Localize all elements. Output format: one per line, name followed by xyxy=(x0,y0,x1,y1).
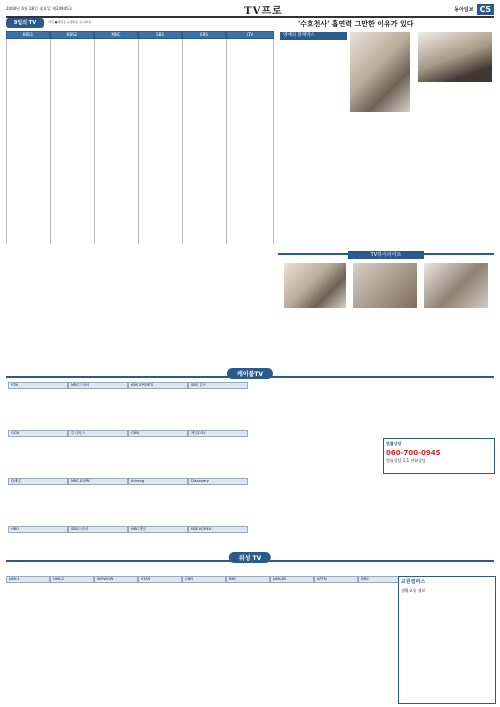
schedule-column xyxy=(94,39,139,244)
channel-kbs2: KBS2 xyxy=(50,31,94,39)
cable-channel: KBS SPORTS xyxy=(128,382,188,389)
cable-channel: Arirang xyxy=(128,478,188,485)
ad-text: 법률상담 1:1 전화상담 xyxy=(386,458,426,463)
cable-channel: YTN xyxy=(8,382,68,389)
feature-title: '수호천사' 흡연력 그만한 이유가 있다 xyxy=(298,19,414,28)
feature-kicker: 영예의 블랙박스 xyxy=(280,32,347,40)
cable-channel: 채널CGV xyxy=(188,430,248,437)
satellite-tv-section xyxy=(6,555,494,581)
highlight-photo xyxy=(424,263,488,308)
section-title: TV프로 xyxy=(244,5,283,17)
channel-mbc: MBC xyxy=(94,31,138,39)
today-tv-badge: 9일의 TV xyxy=(6,18,44,28)
schedule-column xyxy=(182,39,227,244)
cable-channel: KBS KOREA xyxy=(188,526,248,533)
schedule-column xyxy=(138,39,183,244)
page-header xyxy=(6,2,494,18)
tv-highlight-section xyxy=(278,252,494,258)
cable-channel: 투니버스 xyxy=(68,430,128,437)
phone-ad xyxy=(383,438,495,474)
satellite-channel: CNN xyxy=(182,576,226,583)
schedule-legend: 자막 ●재방송 ◎생방송 ⓗ고화질 xyxy=(48,20,91,24)
feature-photo xyxy=(418,32,492,82)
cable-tv-badge: 케이블TV xyxy=(227,368,273,379)
schedule-column xyxy=(226,39,274,244)
cable-channel: Discovery xyxy=(188,478,248,485)
satellite-channel: STAR xyxy=(138,576,182,583)
satellite-channel: NHK-BS xyxy=(270,576,314,583)
ad-name: 법률상담 xyxy=(386,441,402,446)
newspaper-name: 동아일보 xyxy=(454,6,474,13)
channel-sbs: SBS xyxy=(138,31,182,39)
cable-channel: MBC드라마 xyxy=(68,382,128,389)
cable-channel: OCN xyxy=(8,430,68,437)
cable-channel: MBC ESPN xyxy=(68,478,128,485)
highlight-photo xyxy=(353,263,417,308)
satellite-channel: BBC xyxy=(226,576,270,583)
satellite-channel: NHK-1 xyxy=(6,576,50,583)
channel-ebs: EBS xyxy=(182,31,226,39)
page-number: C5 xyxy=(477,4,494,15)
tv-highlight-title: TV하이라이트 xyxy=(348,251,424,259)
channel-itv: iTV xyxy=(226,31,274,39)
ad-text: 생활교육 정보 xyxy=(401,588,426,593)
cable-channel: CNN xyxy=(128,430,188,437)
feature-photo xyxy=(350,32,410,112)
satellite-channel: APTN xyxy=(314,576,358,583)
cable-channel: SBS 골프 xyxy=(188,382,248,389)
cable-channel: SBS드라마 xyxy=(68,526,128,533)
channel-kbs1: KBS1 xyxy=(6,31,50,39)
satellite-tv-badge: 위성 TV xyxy=(229,552,271,563)
cable-channel: MBC게임 xyxy=(128,526,188,533)
schedule-column xyxy=(6,39,51,244)
issue-date: 2004년 6월 28일 월요일 제24945호 xyxy=(6,6,73,11)
ad-phone: 060-700-0945 xyxy=(386,449,441,457)
satellite-channel: MBC xyxy=(358,576,402,583)
masthead xyxy=(454,4,494,15)
today-tv-schedule xyxy=(6,18,274,248)
highlight-photo xyxy=(284,263,346,308)
satellite-channel: NHK-2 xyxy=(50,576,94,583)
ad-name: 교원캠퍼스 xyxy=(401,579,426,585)
cable-channel: HBO xyxy=(8,526,68,533)
feature-article xyxy=(278,18,494,248)
schedule-column xyxy=(50,39,95,244)
cable-channel: Q채널 xyxy=(8,478,68,485)
education-ad xyxy=(398,576,496,704)
satellite-channel: WOWOW xyxy=(94,576,138,583)
